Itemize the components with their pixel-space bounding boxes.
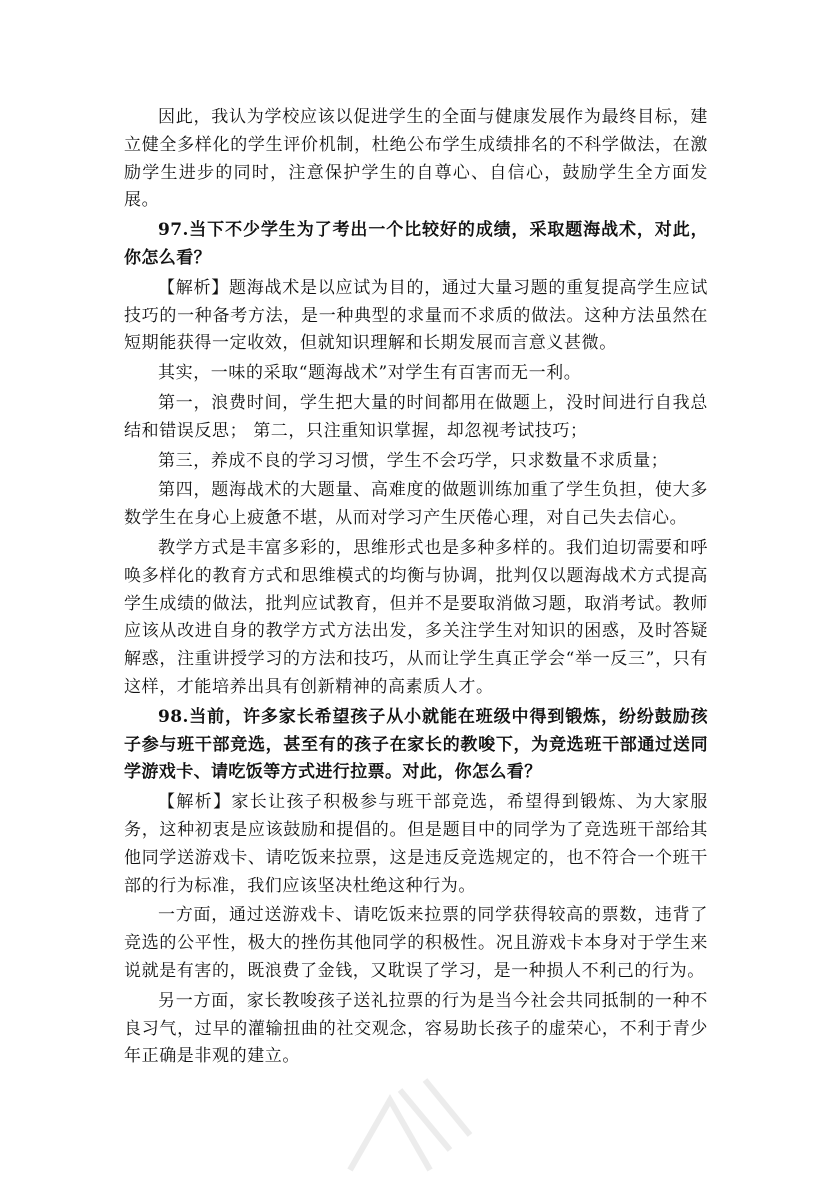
paragraph-other-hand: 另一方面，家长教唆孩子送礼拉票的行为是当今社会共同抵制的一种不良习气，过早的灌输扭曲的社交观念，容易助长孩子的虚荣心，不利于青少年正确是非观的建立。 (124, 990, 708, 1067)
paragraph-intro: 其实，一味的采取“题海战术”对学生有百害而无一利。 (158, 363, 582, 384)
analysis-text: 家长让孩子积极参与班干部竞选，希望得到锻炼、为大家服务，这种初衷是应该鼓励和提倡的。但是题目中的同学为了竞选班干部给其他同学送游戏卡、请吃饭来拉票，这是违反竞选规定的，也不符合一个班干部的行为标准，我们应该坚决杜绝这种行为。 (124, 792, 708, 896)
analysis-tag: 【解析】 (158, 277, 229, 298)
paragraph-point-4: 第四，题海战术的大题量、高难度的做题训练加重了学生负担，使大多数学生在身心上疲惫不堪，从而对学习产生厌倦心理，对自己失去信心。 (124, 480, 708, 529)
paragraph-point-1-2: 第一，浪费时间，学生把大量的时间都用在做题上，没时间进行自我总结和错误反思； 第二，只注重知识掌握，却忽视考试技巧； (124, 392, 708, 441)
analysis-98 (124, 789, 708, 900)
question-97: 97.当下不少学生为了考出一个比较好的成绩，采取题海战术，对此，你怎么看？ (124, 220, 708, 268)
paragraph-teaching: 教学方式是丰富多彩的，思维形式也是多种多样的。我们迫切需要和呼唤多样化的教育方式和思维模式的均衡与协调，批判仅以题海战术方式提高学生成绩的做法，批判应试教育，但并不是要取消做习题，取消考试。教师应该从改进自身的教学方式方法出发，多关注学生对知识的困惑，及时答疑解惑，注重讲授学习的方法和技巧，从而让学生真正学会“举一反三”，只有这样，才能培养出具有创新精神的高素质人才。 (124, 537, 708, 697)
paragraph-conclusion: 因此，我认为学校应该以促进学生的全面与健康发展作为最终目标，建立健全多样化的学生评价机制，杜绝公布学生成绩排名的不科学做法，在激励学生进步的同时，注意保护学生的自尊心、自信心，鼓励学生全方面发展。 (124, 107, 708, 211)
watermark-graphic (330, 1060, 480, 1180)
analysis-97 (124, 275, 708, 358)
analysis-tag: 【解析】 (158, 792, 232, 813)
paragraph-one-hand: 一方面，通过送游戏卡、请吃饭来拉票的同学获得较高的票数，违背了竞选的公平性，极大的挫伤其他同学的积极性。况且游戏卡本身对于学生来说就是有害的，既浪费了金钱，又耽误了学习，是一种损人不利己的行为。 (124, 905, 708, 981)
document-body (124, 104, 708, 1073)
paragraph-point-3: 第三，养成不良的学习习惯，学生不会巧学，只求数量不求质量； (158, 450, 669, 471)
question-98: 98.当前，许多家长希望孩子从小就能在班级中得到锻炼，纷纷鼓励孩子参与班干部竞选，甚至有的孩子在家长的教唆下，为竞选班干部通过送同学游戏卡、请吃饭等方式进行拉票。对此，你怎么看？ (124, 706, 708, 783)
analysis-text: 题海战术是以应试为目的，通过大量习题的重复提高学生应试技巧的一种备考方法，是一种典型的求量而不求质的做法。这种方法虽然在短期能获得一定收效，但就知识理解和长期发展而言意义甚微。 (124, 277, 709, 354)
